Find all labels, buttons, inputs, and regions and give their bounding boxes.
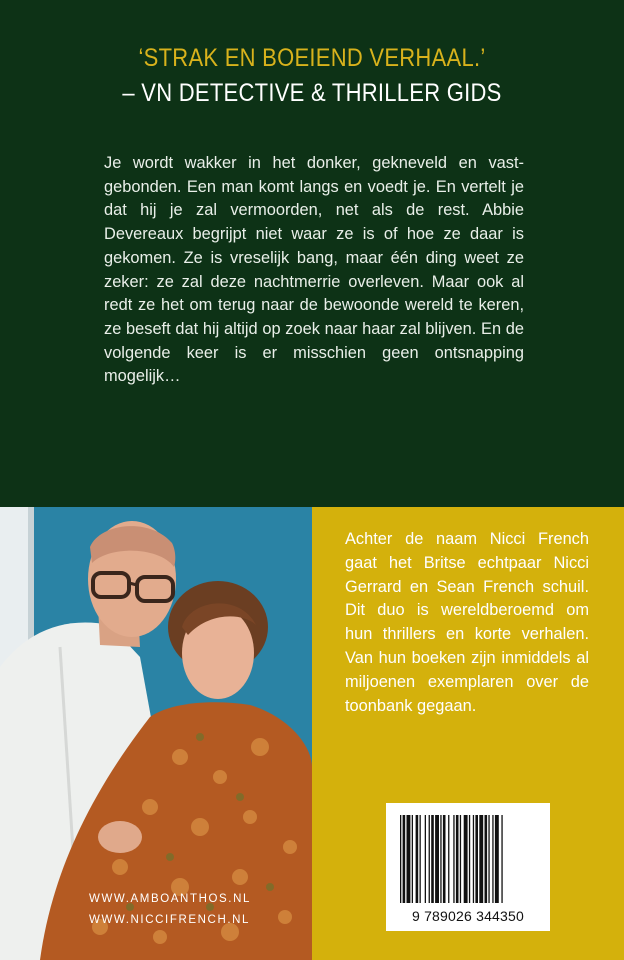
- barcode-bars: [396, 815, 540, 907]
- author-url[interactable]: WWW.NICCIFRENCH.NL: [89, 914, 251, 926]
- review-quote-source: – VN DETECTIVE & THRILLER GIDS: [122, 79, 502, 107]
- blurb-text: Je wordt wakker in het donker, gekneveld en vastgebonden. Een man komt langs en voedt je. En vertelt je dat hij je zal vermoorden, net als de rest. Abbie Devereaux begrijpt niet waar ze is of hoe ze daar is gekomen. Ze is vreselijk bang, maar één ding weet ze zeker: ze zal deze nachtmerrie overleven. Maar ook al redt ze het om terug naar de bewoonde wereld te keren, ze beseft dat hij altijd op zoek naar haar zal blijven. En de volgende keer is er misschien geen ontsnapping mogelijk…: [104, 154, 524, 386]
- author-bio: Achter de naam Nicci French gaat het Britse echtpaar Nicci Gerrard en Sean French schuil. Dit duo is wereldberoemd om hun thrillers en korte verhalen. Van hun boeken zijn inmiddels al miljoenen exemplaren over de toonbank gegaan.: [345, 530, 589, 715]
- book-blurb: [104, 152, 524, 389]
- publisher-url[interactable]: WWW.AMBOANTHOS.NL: [89, 893, 252, 905]
- isbn-barcode: [386, 803, 550, 931]
- website-links: [89, 889, 251, 931]
- review-quote: ‘STRAK EN BOEIEND VERHAAL.’: [138, 44, 486, 72]
- isbn-number: 9 789026 344350: [412, 908, 524, 924]
